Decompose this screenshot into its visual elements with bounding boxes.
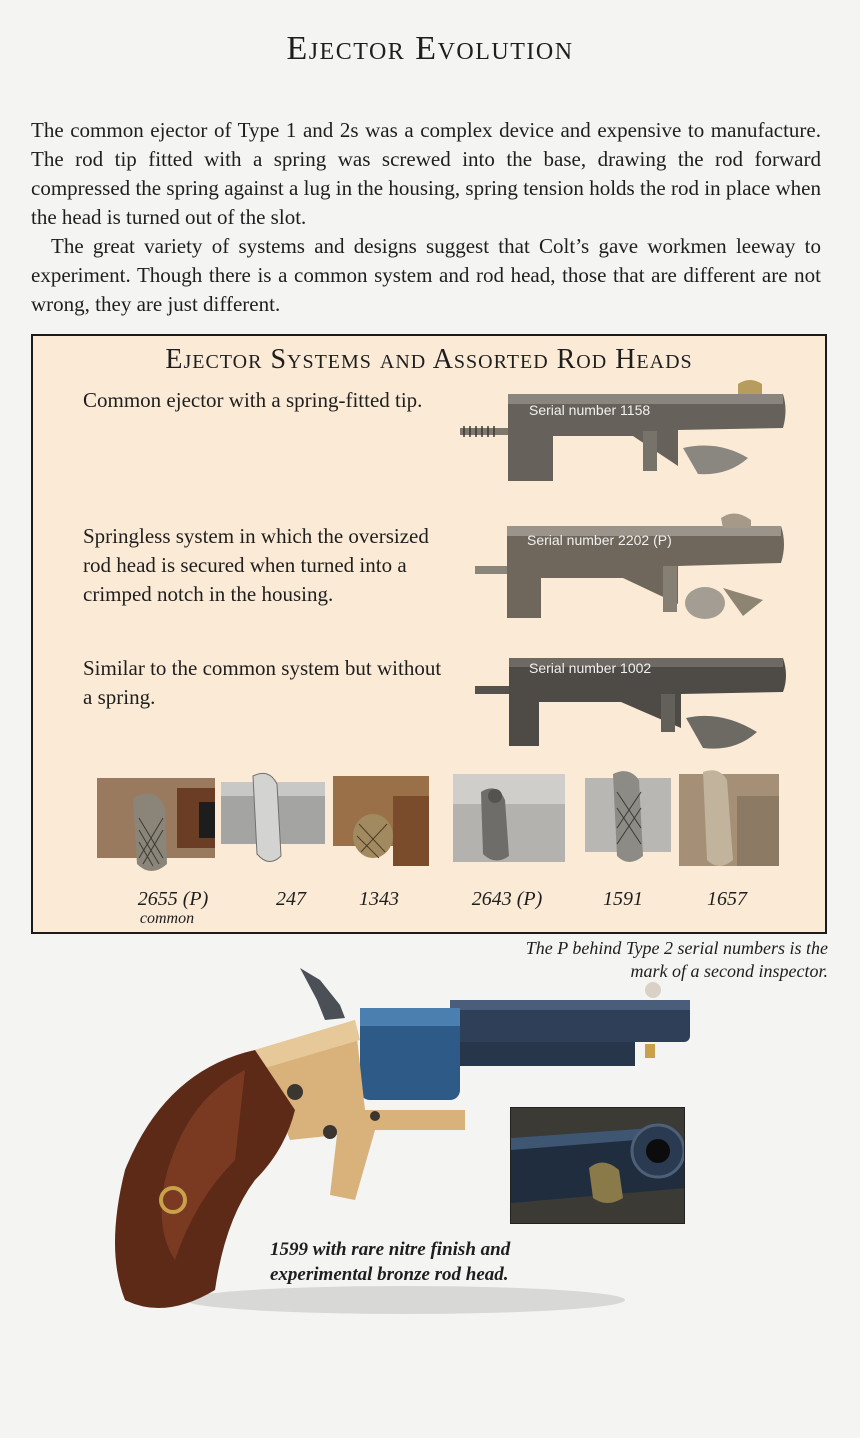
rod-head-label-2643: 2643 (P): [471, 888, 543, 910]
serial-label-3: Serial number 1002: [529, 660, 652, 676]
page-title: Ejector Evolution: [286, 30, 574, 67]
serial-label-2: Serial number 2202 (P): [527, 532, 672, 548]
revolver-caption: 1599 with rare nitre finish and experimental bronze rod head.: [270, 1239, 511, 1285]
rod-head-label-1343: 1343: [359, 888, 399, 910]
muzzle-detail-photo: [510, 1107, 685, 1224]
intro-paragraph-2: The great variety of systems and designs suggest that Colt’s gave workmen leeway to experiment. Though there is a common system and rod head, those that are different are not wrong, they are just different.: [31, 234, 821, 316]
rod-head-sublabel-common: common: [139, 910, 195, 927]
intro-text: [31, 116, 821, 319]
system-3-description: Similar to the common system but without a spring.: [83, 656, 442, 709]
rod-head-label-1657: 1657: [707, 888, 747, 910]
inspector-note: The P behind Type 2 serial numbers is the mark of a second inspector.: [525, 938, 828, 981]
rod-head-2643-photo: [453, 768, 565, 868]
ejector-2202-photo: [473, 508, 788, 623]
rod-head-label-247: 247: [276, 888, 306, 910]
rod-head-1591-photo: [585, 768, 671, 866]
rod-head-label-1591: 1591: [603, 888, 643, 910]
intro-paragraph-1: The common ejector of Type 1 and 2s was a complex device and expensive to manufacture. The rod tip fitted with a spring was screwed into the base, drawing the rod forward compressed the spring against a lug in the housing, spring tension holds the rod in place when the head is turned out of the slot.: [31, 118, 821, 229]
system-1-description: Common ejector with a spring-fitted tip.: [83, 388, 423, 412]
rod-head-1657-photo: [679, 768, 779, 878]
ejector-1158-photo: [458, 376, 793, 486]
rod-head-2655-photo: [97, 768, 215, 880]
serial-label-1: Serial number 1158: [529, 402, 651, 418]
rod-head-1343-photo: [333, 768, 429, 876]
rod-head-247-photo: [221, 768, 325, 864]
panel-title: Ejector Systems and Assorted Rod Heads: [165, 344, 693, 375]
ejector-systems-panel: [31, 334, 827, 934]
system-2-description: Springless system in which the oversized rod head is secured when turned into a crimped notch in the housing.: [83, 524, 429, 606]
rod-head-label-2655: 2655 (P): [137, 888, 209, 910]
